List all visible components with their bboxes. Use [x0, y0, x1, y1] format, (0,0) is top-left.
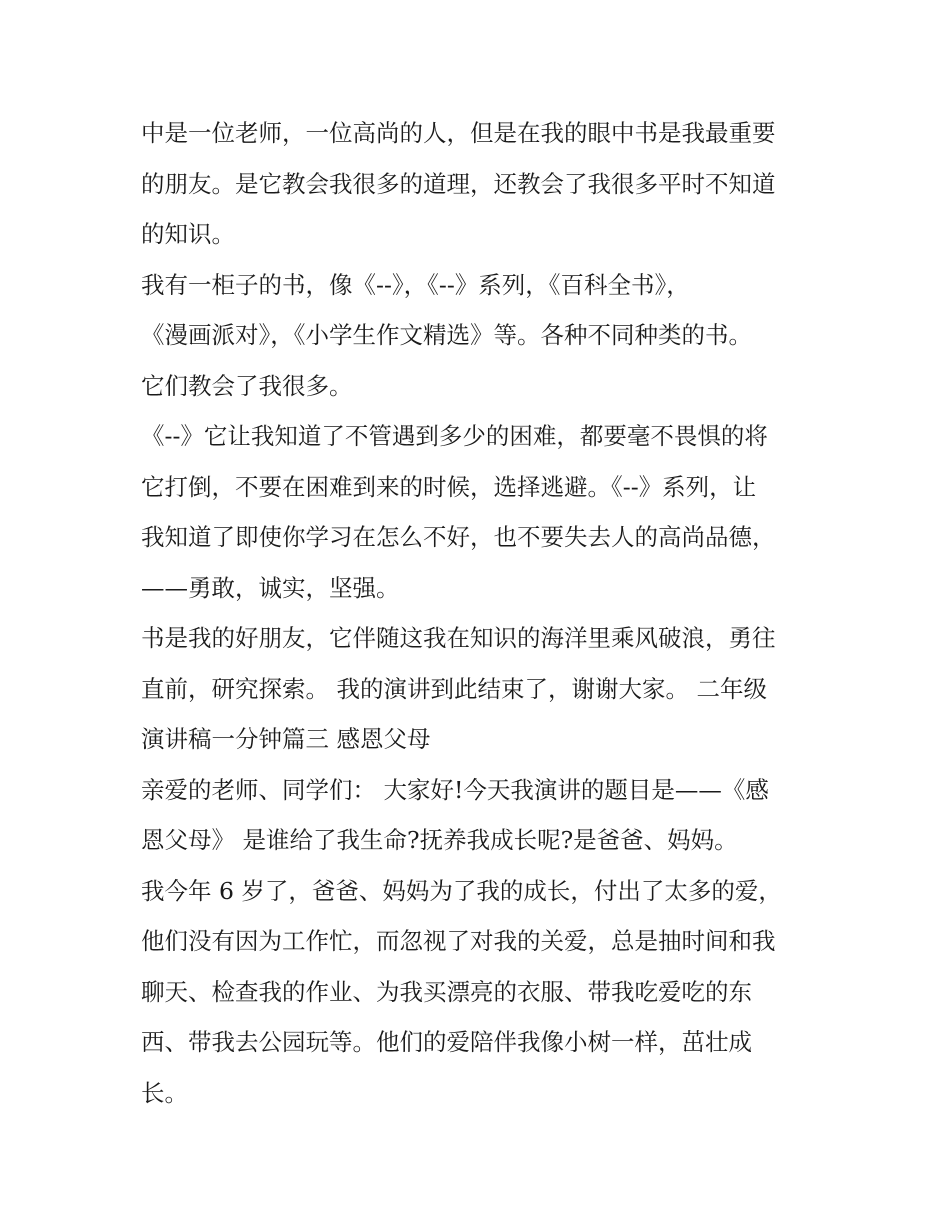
text-line: 它们教会了我很多。	[141, 371, 353, 400]
text-line: 他们没有因为工作忙，而忽视了对我的关爱，总是抽时间和我	[141, 927, 776, 955]
text-line: 我知道了即使你学习在怎么不好，也不要失去人的高尚品德，	[141, 523, 776, 551]
text-line: 我有一柜子的书，像《--》，《--》系列，《百科全书》，	[141, 270, 690, 299]
text-line: 中是一位老师，一位高尚的人，但是在我的眼中书是我最重要	[141, 119, 776, 147]
body-text	[141, 108, 821, 1118]
text-line: 的知识。	[141, 220, 235, 248]
text-line: 恩父母》 是谁给了我生命?抚养我成长呢?是爸爸、妈妈。	[141, 826, 738, 854]
text-line: 亲爱的老师、同学们： 大家好!今天我演讲的题目是——《感	[141, 775, 769, 804]
text-line: 《--》它让我知道了不管遇到多少的困难，都要毫不畏惧的将	[141, 422, 768, 450]
text-line: 直前，研究探索。 我的演讲到此结束了，谢谢大家。 二年级	[141, 674, 767, 703]
text-line: 演讲稿一分钟篇三 感恩父母	[141, 725, 431, 753]
paragraph-1	[141, 108, 821, 260]
text-line: 的朋友。是它教会我很多的道理，还教会了我很多平时不知道	[141, 169, 776, 198]
paragraph-5	[141, 765, 821, 866]
text-line: 西、带我去公园玩等。他们的爱陪伴我像小树一样，茁壮成	[141, 1028, 752, 1056]
paragraph-2	[141, 260, 821, 412]
paragraph-3	[141, 411, 821, 613]
text-line: 它打倒，不要在困难到来的时候，选择逃避。《--》系列，让	[141, 472, 757, 501]
paragraph-4	[141, 613, 821, 765]
text-line: 长。	[141, 1078, 188, 1107]
text-line: 聊天、检查我的作业、为我买漂亮的衣服、带我吃爱吃的东	[141, 977, 752, 1006]
text-line: 我今年 6 岁了，爸爸、妈妈为了我的成长，付出了太多的爱，	[141, 876, 782, 905]
paragraph-6	[141, 866, 821, 1119]
text-line: ——勇敢，诚实，坚强。	[141, 573, 400, 602]
text-line: 《漫画派对》，《小学生作文精选》等。各种不同种类的书。	[141, 321, 752, 349]
text-line: 书是我的好朋友，它伴随这我在知识的海洋里乘风破浪，勇往	[141, 624, 776, 652]
